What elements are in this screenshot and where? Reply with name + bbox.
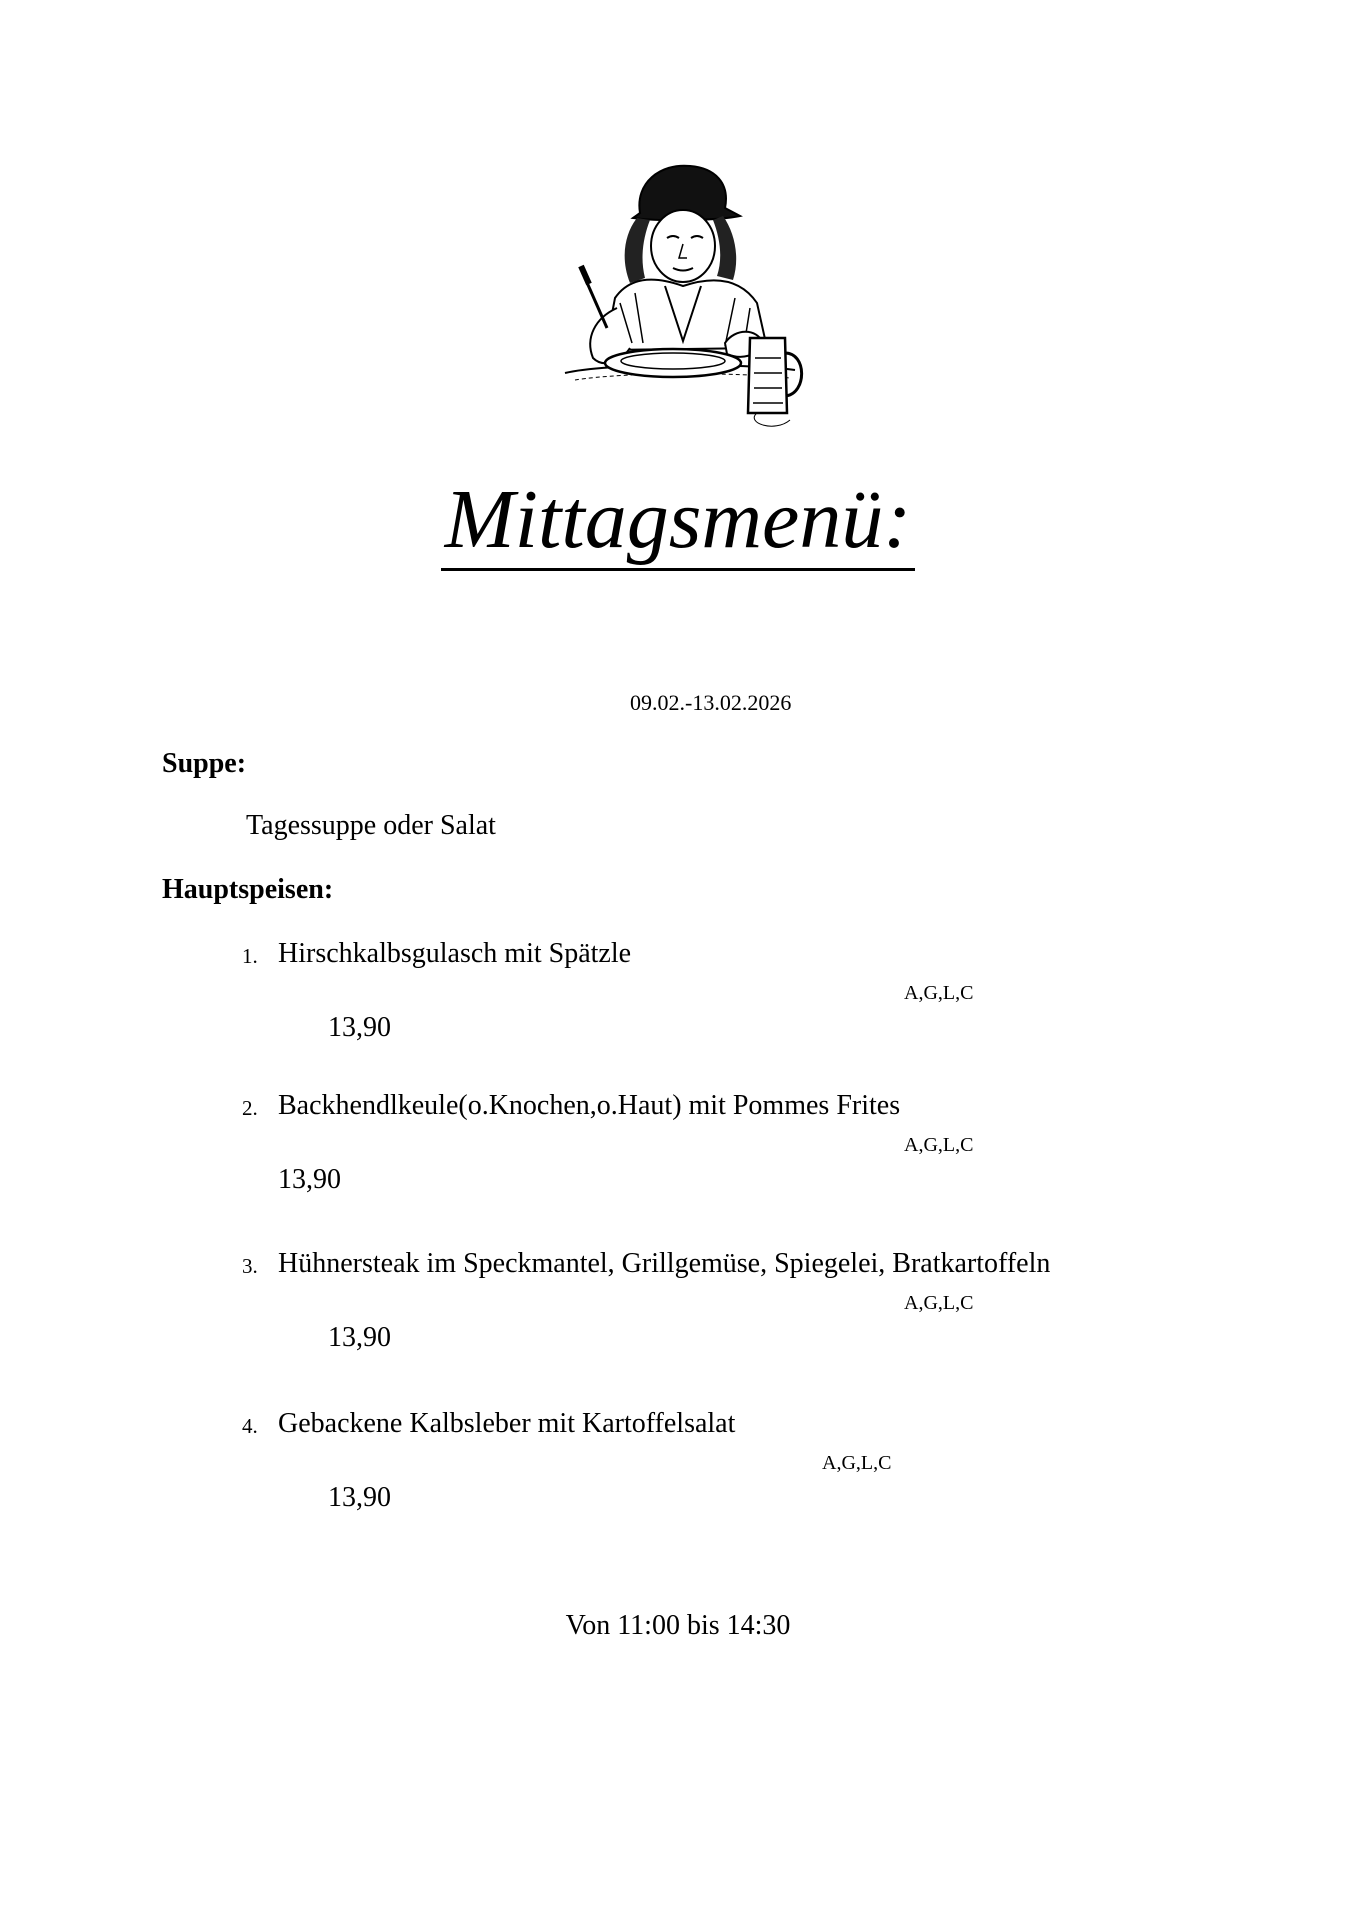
item-allergens: A,G,L,C [822,1452,892,1474]
item-price: 13,90 [328,1012,391,1043]
item-name: Hühnersteak im Speckmantel, Grillgemüse, Spiegelei, Bratkartoffeln [278,1248,1051,1279]
item-name: Hirschkalbsgulasch mit Spätzle [278,938,632,969]
diner-illustration-icon [545,158,815,438]
title-text: Mittagsmenü: [441,473,916,571]
item-number: 3. [242,1254,258,1278]
item-number: 2. [242,1096,258,1120]
item-name: Backhendlkeule(o.Knochen,o.Haut) mit Pommes Frites [278,1090,901,1121]
item-name: Gebackene Kalbsleber mit Kartoffelsalat [278,1408,736,1439]
serving-hours: Von 11:00 bis 14:30 [565,1610,791,1641]
item-price: 13,90 [278,1164,341,1195]
mains-heading: Hauptspeisen: [162,874,334,905]
item-number: 4. [242,1414,258,1438]
date-range: 09.02.-13.02.2026 [630,690,792,715]
item-number: 1. [242,944,258,968]
item-allergens: A,G,L,C [904,1134,974,1156]
item-price: 13,90 [328,1482,391,1513]
item-allergens: A,G,L,C [904,1292,974,1314]
soup-text: Tagessuppe oder Salat [246,810,496,841]
item-price: 13,90 [328,1322,391,1353]
page-title [0,473,1356,566]
item-allergens: A,G,L,C [904,982,974,1004]
soup-heading: Suppe: [162,748,247,779]
